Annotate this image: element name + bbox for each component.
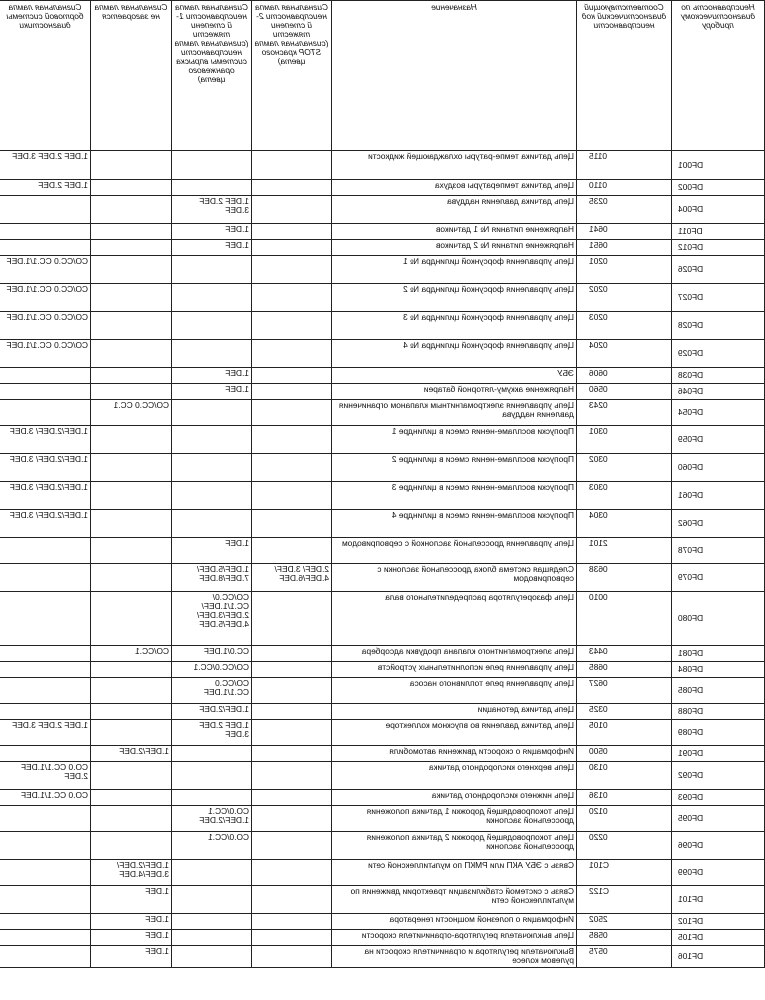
cell-device: DF088 — [672, 704, 765, 720]
cell-lamp-off: 1.DEF/2.DEF/ 3.DEF/4.DEF — [91, 860, 172, 886]
cell-name: Пропуски воспламе-нения смеси в цилиндре 3 — [332, 482, 577, 510]
cell-name: Цепь нижнего кислородного датчика — [332, 790, 577, 806]
table-row — [0, 368, 765, 384]
cell-level2-lamp — [252, 806, 332, 832]
cell-code: 0202 — [577, 284, 672, 312]
cell-level2-lamp — [252, 704, 332, 720]
cell-level1-lamp — [172, 930, 252, 946]
cell-device: DF002 — [672, 180, 765, 196]
cell-lamp-off — [91, 151, 172, 180]
cell-device: DF028 — [672, 312, 765, 340]
cell-diag-lamp — [0, 400, 91, 426]
cell-level1-lamp: 1.DEF — [172, 538, 252, 564]
cell-code: 0303 — [577, 482, 672, 510]
cell-level1-lamp — [172, 914, 252, 930]
cell-lamp-off: 1.DEF — [91, 930, 172, 946]
cell-diag-lamp: 1.DEF 2.DEF — [0, 180, 91, 196]
cell-diag-lamp: 1.DEF 2.DEF 3.DEF — [0, 151, 91, 180]
table-row — [0, 946, 765, 968]
table-row — [0, 426, 765, 454]
cell-level2-lamp — [252, 930, 332, 946]
cell-level1-lamp: 1.DEF 2.DEF 3.DEF — [172, 196, 252, 224]
cell-code: 0606 — [577, 368, 672, 384]
cell-diag-lamp — [0, 832, 91, 860]
cell-name: Информация о полезной мощности генератора — [332, 914, 577, 930]
cell-diag-lamp: CO.0 CC.1/1.DEF 2.DEF — [0, 762, 91, 790]
cell-code: 0105 — [577, 720, 672, 746]
cell-level2-lamp — [252, 284, 332, 312]
table-row — [0, 762, 765, 790]
cell-lamp-off — [91, 256, 172, 284]
cell-name: Цепь управления форсункой цилиндра № 3 — [332, 312, 577, 340]
cell-name: Цепь управления реле исполнительных устройств — [332, 662, 577, 678]
cell-level2-lamp — [252, 914, 332, 930]
cell-level1-lamp — [172, 340, 252, 368]
cell-device: DF106 — [672, 946, 765, 968]
cell-name: Цепь фазорегулятора распределительного вала — [332, 592, 577, 646]
cell-lamp-off: 1.DEF — [91, 914, 172, 930]
table-row — [0, 538, 765, 564]
cell-code: 0585 — [577, 930, 672, 946]
cell-level1-lamp: 1.DEF — [172, 240, 252, 256]
cell-code: 0220 — [577, 832, 672, 860]
cell-device: DF085 — [672, 678, 765, 704]
cell-name: Пропуски воспламе-нения смеси в цилиндре 1 — [332, 426, 577, 454]
table-row — [0, 224, 765, 240]
cell-level2-lamp — [252, 384, 332, 400]
table-row — [0, 180, 765, 196]
cell-level2-lamp — [252, 312, 332, 340]
cell-lamp-off — [91, 832, 172, 860]
cell-device: DF061 — [672, 482, 765, 510]
cell-level2-lamp — [252, 151, 332, 180]
cell-device: DF081 — [672, 646, 765, 662]
cell-code: 0575 — [577, 946, 672, 968]
cell-level2-lamp — [252, 860, 332, 886]
cell-lamp-off — [91, 224, 172, 240]
header-lamp-off: Сигнальная лампа не загорается — [91, 1, 172, 151]
cell-device: DF095 — [672, 806, 765, 832]
cell-level1-lamp: 1.DEF — [172, 224, 252, 240]
cell-code: 0130 — [577, 762, 672, 790]
cell-level2-lamp — [252, 646, 332, 662]
cell-diag-lamp — [0, 662, 91, 678]
cell-device: DF093 — [672, 790, 765, 806]
cell-device: DF092 — [672, 762, 765, 790]
cell-code: 0638 — [577, 564, 672, 592]
cell-level2-lamp — [252, 538, 332, 564]
table-row — [0, 678, 765, 704]
cell-level2-lamp — [252, 510, 332, 538]
cell-device: DF062 — [672, 510, 765, 538]
cell-name: Цепь управления форсункой цилиндра № 1 — [332, 256, 577, 284]
cell-level2-lamp — [252, 340, 332, 368]
cell-lamp-off — [91, 368, 172, 384]
cell-diag-lamp — [0, 704, 91, 720]
cell-name: Напряжение питания № 2 датчиков — [332, 240, 577, 256]
cell-diag-lamp: CO/CC.0 CC.1/1.DEF — [0, 340, 91, 368]
cell-level1-lamp: 1.DEF 2.DEF 3.DEF — [172, 720, 252, 746]
table-row — [0, 510, 765, 538]
cell-lamp-off — [91, 564, 172, 592]
cell-code: 0115 — [577, 151, 672, 180]
table-row — [0, 746, 765, 762]
header-diag-lamp: Сигнальная лампа бортовой системы диагностики — [0, 1, 91, 151]
cell-diag-lamp: CO/CC.0 CC.1/1.DEF — [0, 284, 91, 312]
cell-code: 0325 — [577, 704, 672, 720]
table-row — [0, 886, 765, 914]
cell-level1-lamp — [172, 454, 252, 482]
cell-lamp-off — [91, 426, 172, 454]
cell-level1-lamp: CO/CC.0 CC.1/1.DEF — [172, 678, 252, 704]
cell-diag-lamp — [0, 946, 91, 968]
cell-lamp-off — [91, 762, 172, 790]
cell-diag-lamp — [0, 538, 91, 564]
cell-diag-lamp — [0, 886, 91, 914]
table-row — [0, 312, 765, 340]
table-row — [0, 914, 765, 930]
cell-device: DF099 — [672, 860, 765, 886]
cell-level1-lamp — [172, 151, 252, 180]
cell-name: Цепь датчика темпе-ратуры охлаждающей жидкости — [332, 151, 577, 180]
cell-name: Цепь управления электромагнитным клапаном ограничения давления наддува — [332, 400, 577, 426]
cell-code: 0201 — [577, 256, 672, 284]
cell-code: 2101 — [577, 538, 672, 564]
cell-level1-lamp — [172, 746, 252, 762]
table-row — [0, 400, 765, 426]
cell-lamp-off: CO/CC.0 CC.1 — [91, 400, 172, 426]
cell-device: DF038 — [672, 368, 765, 384]
cell-name: ЭБУ — [332, 368, 577, 384]
cell-device: DF026 — [672, 256, 765, 284]
cell-lamp-off — [91, 240, 172, 256]
table-row — [0, 806, 765, 832]
cell-code: 0301 — [577, 426, 672, 454]
table-row — [0, 151, 765, 180]
cell-name: Пропуски воспламе-нения смеси в цилиндре 4 — [332, 510, 577, 538]
table-row — [0, 662, 765, 678]
cell-name: Напряжение аккуму-ляторной батареи — [332, 384, 577, 400]
table-row — [0, 240, 765, 256]
cell-level2-lamp — [252, 790, 332, 806]
cell-diag-lamp — [0, 746, 91, 762]
cell-level1-lamp — [172, 510, 252, 538]
cell-device: DF091 — [672, 746, 765, 762]
cell-level1-lamp — [172, 482, 252, 510]
table-row — [0, 704, 765, 720]
cell-lamp-off — [91, 662, 172, 678]
table-row — [0, 454, 765, 482]
cell-name: Цепь токопроводящей дорожки 1 датчика положения дроссельной заслонки — [332, 806, 577, 832]
cell-diag-lamp: CO/CC.0 CC.1/1.DEF — [0, 312, 91, 340]
cell-lamp-off — [91, 312, 172, 340]
cell-device: DF054 — [672, 400, 765, 426]
cell-level2-lamp — [252, 678, 332, 704]
table-row — [0, 564, 765, 592]
cell-level1-lamp: CO.0/CC.1 1.DEF/2.DEF — [172, 806, 252, 832]
cell-name: Цепь электромагнитного клапана продувки адсорбера — [332, 646, 577, 662]
cell-code: 0136 — [577, 790, 672, 806]
cell-code: 0641 — [577, 224, 672, 240]
cell-level1-lamp: CO/CC.0/CC.1 — [172, 662, 252, 678]
cell-level2-lamp — [252, 746, 332, 762]
table-row — [0, 592, 765, 646]
cell-level2-lamp — [252, 256, 332, 284]
cell-device: DF046 — [672, 384, 765, 400]
cell-lamp-off — [91, 454, 172, 482]
cell-diag-lamp: 1.DEF/2.DEF/ 3.DEF — [0, 454, 91, 482]
cell-level2-lamp — [252, 426, 332, 454]
cell-device: DF012 — [672, 240, 765, 256]
cell-lamp-off — [91, 384, 172, 400]
cell-name: Цепь верхнего кислородного датчика — [332, 762, 577, 790]
cell-diag-lamp — [0, 646, 91, 662]
cell-device: DF096 — [672, 832, 765, 860]
cell-diag-lamp — [0, 860, 91, 886]
cell-name: Цепь токопроводящей дорожки 2 датчика положения дроссельной заслонки — [332, 832, 577, 860]
cell-level1-lamp — [172, 860, 252, 886]
cell-level1-lamp: CO.0/CC.1 — [172, 832, 252, 860]
cell-level2-lamp — [252, 400, 332, 426]
cell-code: 0560 — [577, 384, 672, 400]
cell-diag-lamp — [0, 592, 91, 646]
cell-device: DF059 — [672, 426, 765, 454]
cell-level1-lamp — [172, 312, 252, 340]
cell-level2-lamp — [252, 180, 332, 196]
cell-code: 0627 — [577, 678, 672, 704]
cell-level1-lamp: 1.DEF — [172, 384, 252, 400]
cell-code: 0203 — [577, 312, 672, 340]
cell-level2-lamp — [252, 946, 332, 968]
table-row — [0, 790, 765, 806]
cell-device: DF011 — [672, 224, 765, 240]
cell-code: C122 — [577, 886, 672, 914]
header-name: Назначение — [332, 1, 577, 151]
cell-diag-lamp: CO/CC.0 CC.1/1.DEF — [0, 256, 91, 284]
cell-level1-lamp: 1.DEF — [172, 368, 252, 384]
cell-diag-lamp — [0, 240, 91, 256]
table-row — [0, 860, 765, 886]
cell-name: Напряжение питания № 1 датчиков — [332, 224, 577, 240]
table-row — [0, 256, 765, 284]
table-row — [0, 284, 765, 312]
cell-name: Цепь управления форсункой цилиндра № 2 — [332, 284, 577, 312]
cell-diag-lamp — [0, 224, 91, 240]
cell-lamp-off — [91, 592, 172, 646]
cell-device: DF078 — [672, 538, 765, 564]
cell-lamp-off — [91, 538, 172, 564]
cell-code: 0651 — [577, 240, 672, 256]
table-row — [0, 384, 765, 400]
cell-code: 2502 — [577, 914, 672, 930]
table-row — [0, 340, 765, 368]
cell-level1-lamp: CO/CC.0/ CC.1/1.DEF/ 2.DEF/3.DEF/ 4.DEF/5.DEF — [172, 592, 252, 646]
header-code: Соответствующий диагностический код неисправности — [577, 1, 672, 151]
cell-lamp-off — [91, 180, 172, 196]
cell-diag-lamp — [0, 564, 91, 592]
cell-name: Информация о скорости движения автомобиля — [332, 746, 577, 762]
cell-code: 0685 — [577, 662, 672, 678]
cell-level2-lamp — [252, 592, 332, 646]
header-device: Неисправность по диагностическому прибору — [672, 1, 765, 151]
cell-lamp-off — [91, 678, 172, 704]
cell-device: DF029 — [672, 340, 765, 368]
cell-device: DF001 — [672, 151, 765, 180]
cell-lamp-off: CO/CC.1 — [91, 646, 172, 662]
cell-diag-lamp — [0, 196, 91, 224]
cell-name: Цепь датчика детонации — [332, 704, 577, 720]
cell-device: DF084 — [672, 662, 765, 678]
cell-diag-lamp — [0, 806, 91, 832]
cell-level1-lamp — [172, 180, 252, 196]
cell-code: 0204 — [577, 340, 672, 368]
cell-diag-lamp — [0, 678, 91, 704]
cell-level1-lamp: 1.DEF/5.DEF/ 7.DEF/8.DEF — [172, 564, 252, 592]
cell-level2-lamp — [252, 886, 332, 914]
cell-diag-lamp — [0, 368, 91, 384]
cell-level2-lamp — [252, 832, 332, 860]
cell-level2-lamp — [252, 662, 332, 678]
cell-name: Выключатели регулятора и ограничителя скорости на рулевом колесе — [332, 946, 577, 968]
cell-diag-lamp: 1.DEF/2.DEF/ 3.DEF — [0, 510, 91, 538]
cell-device: DF004 — [672, 196, 765, 224]
table-row — [0, 720, 765, 746]
cell-lamp-off — [91, 340, 172, 368]
table-row — [0, 646, 765, 662]
cell-code: 0302 — [577, 454, 672, 482]
cell-level2-lamp — [252, 482, 332, 510]
cell-name: Пропуски воспламе-нения смеси в цилиндре 2 — [332, 454, 577, 482]
cell-lamp-off — [91, 790, 172, 806]
cell-lamp-off — [91, 284, 172, 312]
cell-name: Связь с ЭБУ АКП или РМКП по мультиплексной сети — [332, 860, 577, 886]
cell-name: Следящая система блока дроссельной заслонки с сервоприводом — [332, 564, 577, 592]
table-row — [0, 930, 765, 946]
cell-name: Цепь управления дроссельной заслонкой с сервоприводом — [332, 538, 577, 564]
cell-level1-lamp — [172, 256, 252, 284]
cell-lamp-off: 1.DEF/2.DEF — [91, 746, 172, 762]
cell-name: Связь с системой стабилизации траектории движения по мультиплексной сети — [332, 886, 577, 914]
cell-diag-lamp: CO.0 CC.1/1.DEF — [0, 790, 91, 806]
cell-lamp-off — [91, 806, 172, 832]
table-row — [0, 832, 765, 860]
cell-level1-lamp — [172, 946, 252, 968]
cell-name: Цепь выключателя регулятора-ограничителя скорости — [332, 930, 577, 946]
cell-level2-lamp — [252, 368, 332, 384]
cell-diag-lamp: 1.DEF/2.DEF/ 3.DEF — [0, 482, 91, 510]
cell-device: DF102 — [672, 914, 765, 930]
cell-code: 0235 — [577, 196, 672, 224]
cell-level2-lamp — [252, 240, 332, 256]
cell-code: 0010 — [577, 592, 672, 646]
cell-lamp-off — [91, 510, 172, 538]
table-row — [0, 196, 765, 224]
cell-level1-lamp — [172, 400, 252, 426]
cell-code: 0120 — [577, 806, 672, 832]
cell-level2-lamp — [252, 454, 332, 482]
cell-device: DF079 — [672, 564, 765, 592]
cell-diag-lamp: 1.DEF 2.DEF 3.DEF — [0, 720, 91, 746]
cell-name: Цепь управления форсункой цилиндра № 4 — [332, 340, 577, 368]
cell-lamp-off: 1.DEF — [91, 946, 172, 968]
cell-level1-lamp — [172, 762, 252, 790]
cell-device: DF027 — [672, 284, 765, 312]
cell-level2-lamp — [252, 762, 332, 790]
cell-level2-lamp: 2.DEF/ 3.DEF/ 4.DEF/6.DEF — [252, 564, 332, 592]
cell-lamp-off — [91, 196, 172, 224]
cell-level1-lamp — [172, 790, 252, 806]
cell-diag-lamp — [0, 914, 91, 930]
cell-diag-lamp — [0, 930, 91, 946]
table-row — [0, 482, 765, 510]
cell-lamp-off: 1.DEF — [91, 886, 172, 914]
cell-device: DF101 — [672, 886, 765, 914]
cell-diag-lamp — [0, 384, 91, 400]
cell-code: 0304 — [577, 510, 672, 538]
cell-code: 0243 — [577, 400, 672, 426]
cell-code: 0500 — [577, 746, 672, 762]
header-level2-lamp: Сигнальная лампа неисправности 2-й степени тяжести (сигнальная лампа STOP красного цвета) — [252, 1, 332, 151]
cell-level1-lamp: 1.DEF/2.DEF — [172, 704, 252, 720]
cell-device: DF105 — [672, 930, 765, 946]
cell-code: 0443 — [577, 646, 672, 662]
cell-device: DF060 — [672, 454, 765, 482]
cell-level2-lamp — [252, 720, 332, 746]
cell-level1-lamp — [172, 284, 252, 312]
cell-name: Цепь датчика давления наддува — [332, 196, 577, 224]
cell-lamp-off — [91, 704, 172, 720]
cell-code: 0110 — [577, 180, 672, 196]
cell-name: Цепь управления реле топливного насоса — [332, 678, 577, 704]
cell-device: DF080 — [672, 592, 765, 646]
cell-name: Цепь датчика температуры воздуха — [332, 180, 577, 196]
cell-level1-lamp — [172, 886, 252, 914]
cell-lamp-off — [91, 482, 172, 510]
header-row — [0, 1, 765, 151]
cell-level1-lamp: CC.0/1.DEF — [172, 646, 252, 662]
cell-device: DF089 — [672, 720, 765, 746]
header-level1-lamp: Сигнальная лампа неисправности 1-й степени тяжести (сигнальная лампа неисправности системы впрыска оранжевого цвета) — [172, 1, 252, 151]
cell-lamp-off — [91, 720, 172, 746]
cell-level1-lamp — [172, 426, 252, 454]
cell-diag-lamp: 1.DEF/2.DEF/ 3.DEF — [0, 426, 91, 454]
cell-code: C101 — [577, 860, 672, 886]
cell-level2-lamp — [252, 196, 332, 224]
cell-name: Цепь датчика давления во впускном коллекторе — [332, 720, 577, 746]
cell-level2-lamp — [252, 224, 332, 240]
